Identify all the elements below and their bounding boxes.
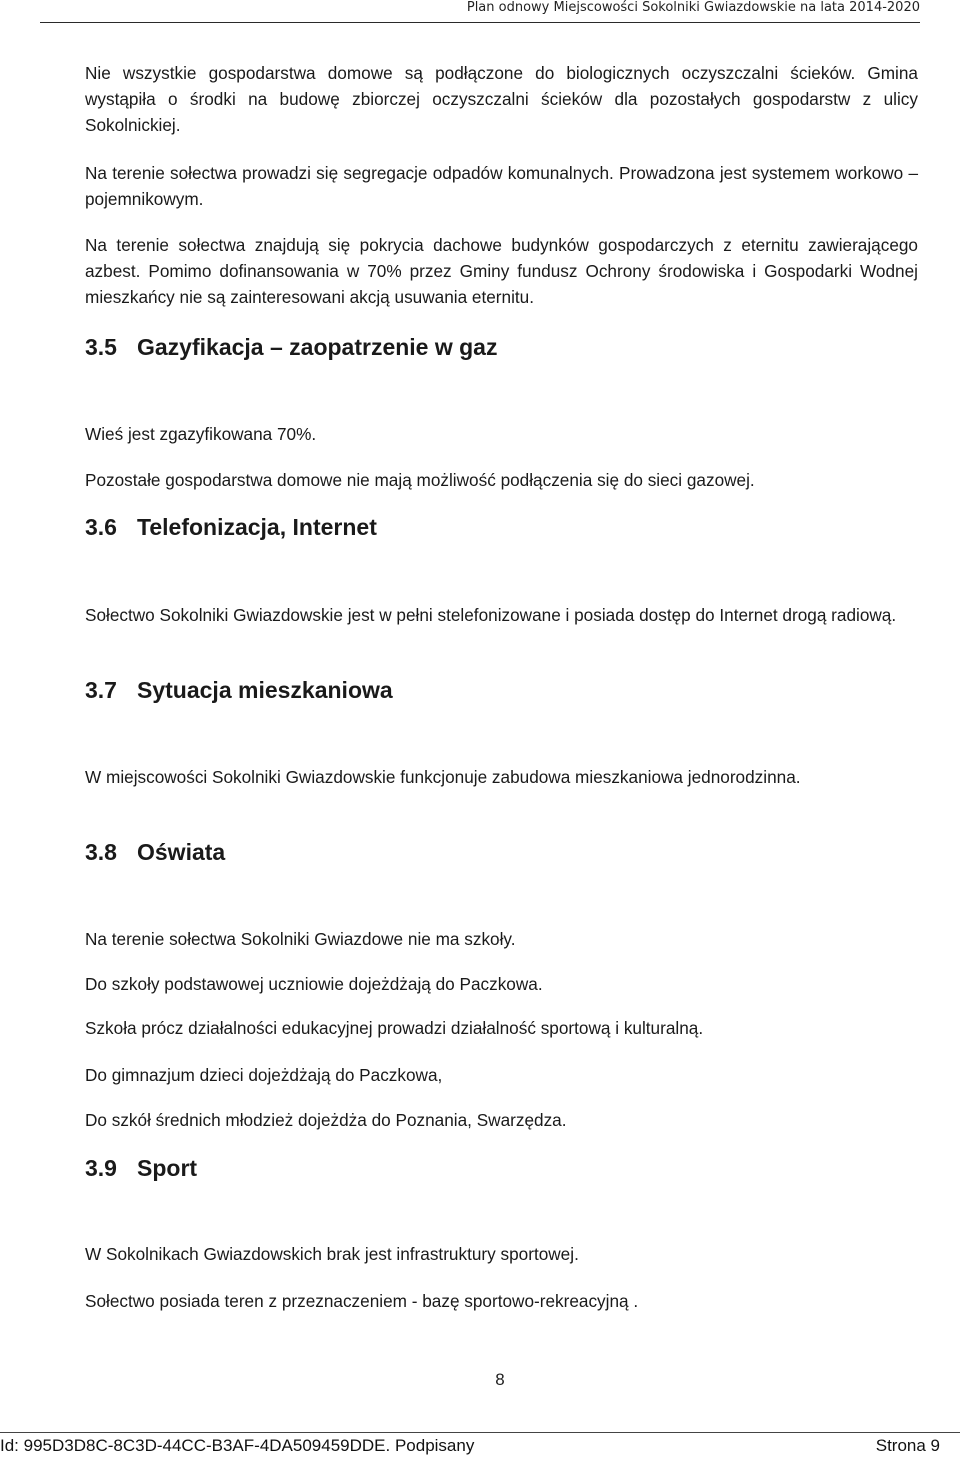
paragraph-gas-remaining: Pozostałe gospodarstwa domowe nie mają możliwość podłączenia się do sieci gazowej. — [85, 470, 755, 490]
section-heading-housing — [85, 675, 393, 705]
header-divider — [40, 22, 920, 23]
section-title: Telefonizacja, Internet — [137, 514, 377, 540]
paragraph-education-2: Do szkoły podstawowej uczniowie dojeżdżają do Paczkowa. — [85, 974, 543, 994]
page-header — [0, 0, 960, 24]
paragraph-sport-2: Sołectwo posiada teren z przeznaczeniem - bazę sportowo-rekreacyjną . — [85, 1291, 639, 1311]
section-number: 3.7 — [85, 677, 117, 703]
paragraph-education-5: Do szkół średnich młodzież dojeżdża do Poznania, Swarzędza. — [85, 1110, 567, 1130]
section-number: 3.8 — [85, 839, 117, 865]
page-number: 8 — [495, 1370, 505, 1389]
paragraph-sewage: Nie wszystkie gospodarstwa domowe są podłączone do biologicznych oczyszczalni ścieków. Gmina wystąpiła o środki na budowę zbiorczej oczyszczalni ścieków dla pozostałych gospodarstw z ulicy Sokolnickiej. — [85, 63, 918, 135]
footer-divider — [0, 1432, 960, 1433]
section-heading-gas — [85, 332, 497, 362]
paragraph-sport-1: W Sokolnikach Gwiazdowskich brak jest infrastruktury sportowej. — [85, 1244, 579, 1264]
section-heading-sport — [85, 1153, 197, 1183]
paragraph-education-3: Szkoła prócz działalności edukacyjnej prowadzi działalność sportową i kulturalną. — [85, 1018, 704, 1038]
document-id: Id: 995D3D8C-8C3D-44CC-B3AF-4DA509459DDE. Podpisany — [0, 1436, 475, 1455]
section-heading-education — [85, 837, 225, 867]
footer-page-label: Strona 9 — [875, 1436, 940, 1455]
paragraph-telecom: Sołectwo Sokolniki Gwiazdowskie jest w pełni stelefonizowane i posiada dostęp do Internet drogą radiową. — [85, 605, 897, 625]
section-heading-telecom — [85, 512, 377, 542]
paragraph-housing: W miejscowości Sokolniki Gwiazdowskie funkcjonuje zabudowa mieszkaniowa jednorodzinna. — [85, 767, 801, 787]
paragraph-waste: Na terenie sołectwa prowadzi się segregacje odpadów komunalnych. Prowadzona jest systemem workowo – pojemnikowym. — [85, 163, 918, 209]
section-number: 3.6 — [85, 514, 117, 540]
paragraph-education-1: Na terenie sołectwa Sokolniki Gwiazdowe nie ma szkoły. — [85, 929, 516, 949]
section-number: 3.9 — [85, 1155, 117, 1181]
header-title: Plan odnowy Miejscowości Sokolniki Gwiazdowskie na lata 2014-2020 — [466, 0, 920, 15]
section-title: Sytuacja mieszkaniowa — [137, 677, 393, 703]
section-title: Sport — [137, 1155, 198, 1181]
section-title: Gazyfikacja – zaopatrzenie w gaz — [137, 334, 498, 360]
section-number: 3.5 — [85, 334, 117, 360]
paragraph-education-4: Do gimnazjum dzieci dojeżdżają do Paczkowa, — [85, 1065, 443, 1085]
paragraph-gas-coverage: Wieś jest zgazyfikowana 70%. — [85, 424, 317, 444]
section-title: Oświata — [137, 839, 226, 865]
paragraph-asbestos: Na terenie sołectwa znajdują się pokrycia dachowe budynków gospodarczych z eternitu zawierającego azbest. Pomimo dofinansowania w 70% przez Gminy fundusz Ochrony środowiska i Gospodarki Wodnej mieszkańcy nie są zainteresowani akcją usuwania eternitu. — [85, 235, 918, 307]
